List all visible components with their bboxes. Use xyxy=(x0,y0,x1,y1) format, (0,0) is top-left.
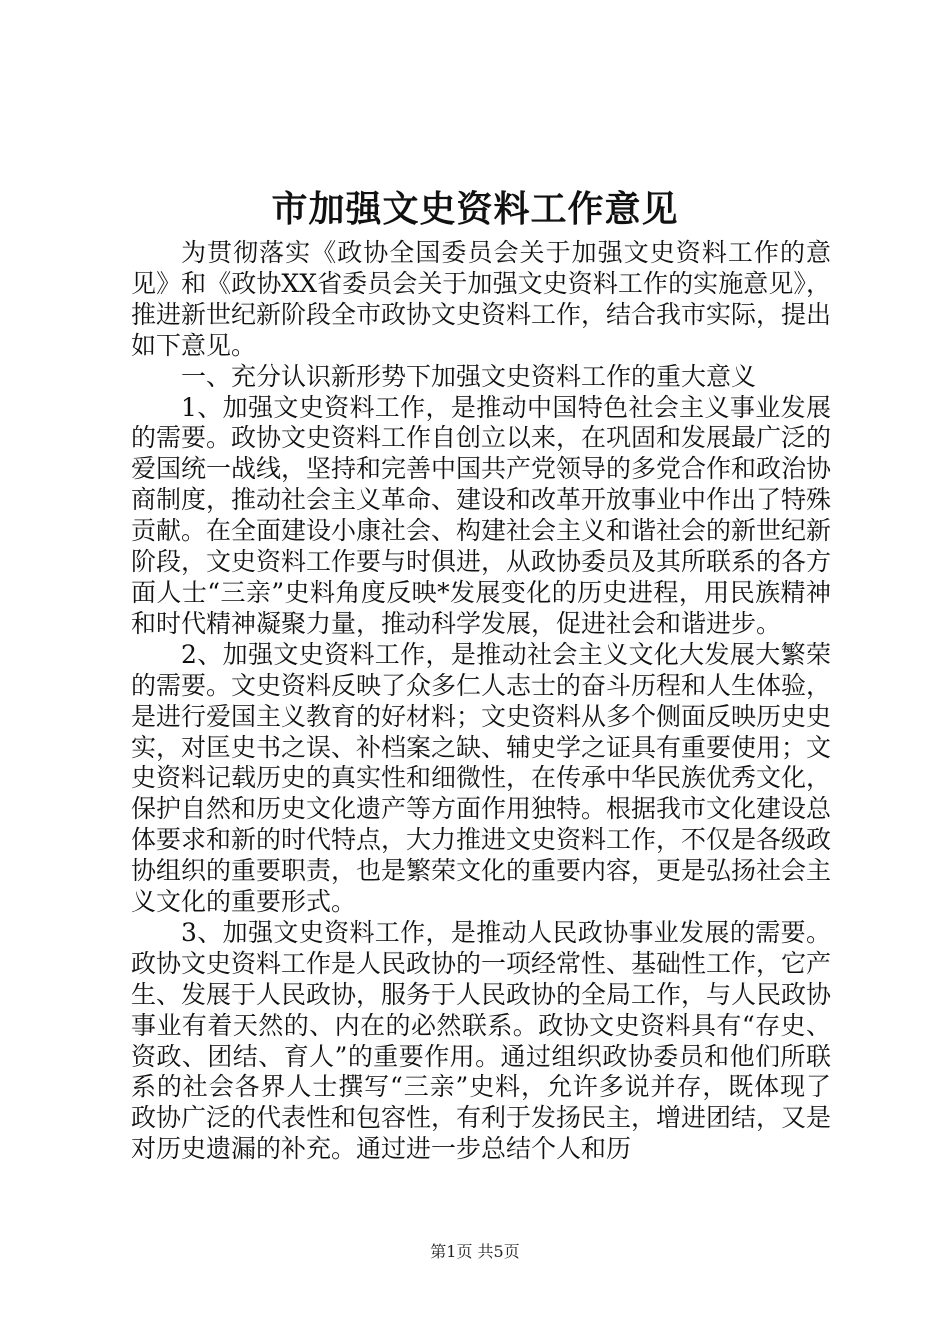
document-title: 市加强文史资料工作意见 xyxy=(271,188,679,230)
paragraph-point-3: 3、加强文史资料工作，是推动人民政协事业发展的需要。政协文史资料工作是人民政协的一项经常性、基础性工作，它产生、发展于人民政协，服务于人民政协的全局工作，与人民政协事业有着天然的、内在的必然联系。政协文史资料具有“存史、资政、团结、育人”的重要作用。通过组织政协委员和他们所联系的社会各界人士撰写“三亲”史料，允许多说并存，既体现了政协广泛的代表性和包容性，有利于发扬民主，增进团结，又是对历史遗漏的补充。通过进一步总结个人和历 xyxy=(131,917,832,1164)
paragraph-point-1: 1、加强文史资料工作，是推动中国特色社会主义事业发展的需要。政协文史资料工作自创立以来，在巩固和发展最广泛的爱国统一战线，坚持和完善中国共产党领导的多党合作和政治协商制度，推动社会主义革命、建设和改革开放事业中作出了特殊贡献。在全面建设小康社会、构建社会主义和谐社会的新世纪新阶段，文史资料工作要与时俱进，从政协委员及其所联系的各方面人士“三亲”史料角度反映*发展变化的历史进程，用民族精神和时代精神凝聚力量，推动科学发展，促进社会和谐进步。 xyxy=(131,392,832,638)
paragraph-point-2: 2、加强文史资料工作，是推动社会主义文化大发展大繁荣的需要。文史资料反映了众多仁人志士的奋斗历程和人生体验，是进行爱国主义教育的好材料；文史资料从多个侧面反映历史史实，对匡史书之误、补档案之缺、辅史学之证具有重要使用；文史资料记载历史的真实性和细微性，在传承中华民族优秀文化，保护自然和历史文化遗产等方面作用独特。根据我市文化建设总体要求和新的时代特点，大力推进文史资料工作，不仅是各级政协组织的重要职责，也是繁荣文化的重要内容，更是弘扬社会主义文化的重要形式。 xyxy=(131,639,832,917)
page-number-footer: 第1页 共5页 xyxy=(430,1242,520,1261)
paragraph-intro: 为贯彻落实《政协全国委员会关于加强文史资料工作的意见》和《政协XX省委员会关于加强文史资料工作的实施意见》，推进新世纪新阶段全市政协文史资料工作，结合我市实际，提出如下意见。 xyxy=(131,238,832,360)
document-body xyxy=(131,238,831,1165)
section-heading-1: 一、充分认识新形势下加强文史资料工作的重大意义 xyxy=(181,361,757,391)
